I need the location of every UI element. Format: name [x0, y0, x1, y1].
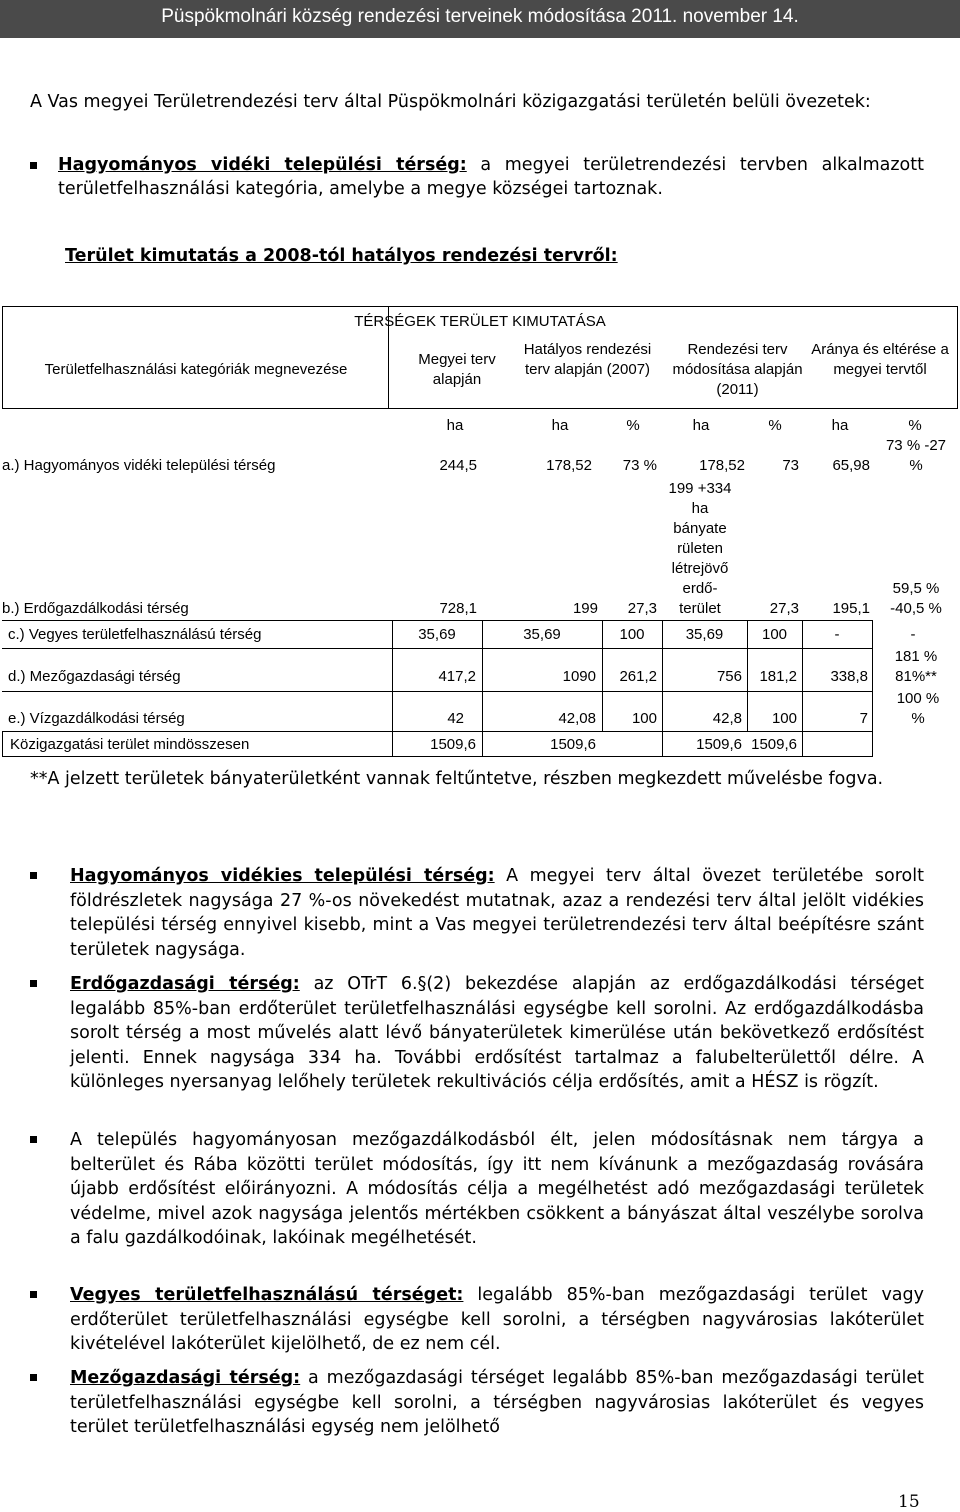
unit-cell: % — [768, 417, 782, 434]
paragraph — [70, 1128, 924, 1251]
col-category-header: Területfelhasználási kategóriák megnevezése — [44, 361, 348, 378]
row-ar-ha: 7 — [859, 710, 868, 727]
total-hat-ha: 1509,6 — [550, 736, 596, 753]
row-ar-pct: 100 % % — [896, 690, 940, 727]
paragraph-term: Erdőgazdasági térség: — [70, 974, 300, 994]
paragraph — [70, 1283, 924, 1357]
unit-cell: ha — [446, 417, 464, 434]
page-header — [0, 0, 960, 38]
row-hat-pct: 73 % — [622, 457, 657, 474]
unit-cell: % — [626, 417, 640, 434]
table-note: **A jelzett területek bányaterületként vannak feltűntetve, részben megkezdett művelésbe fogva. — [30, 769, 884, 789]
paragraph-text: az OTrT 6.§(2) bekezdése alapján az erdőgazdálkodási térséget legalább 85%-ban erdőterület területfelhasználási egységbe kell sorolni. Az erdőgazdálkodásba sorolt térség a most művelés alatt lévő bányaterületek kimerülése után bekövetkező erdősítést jelenti. Ennek nagysága 334 ha. További erdősítést tartalmaz a falubelterülettől délre. A különleges nyersanyag lelőhely területek rekultivációs célja erdősítés, amit a HÉSZ is rögzít. — [70, 974, 924, 1092]
row-hat-pct: 100 — [619, 626, 645, 643]
row-hat-ha: 178,52 — [546, 457, 592, 474]
row-hat-pct: 261,2 — [619, 668, 657, 685]
bullet-icon — [30, 162, 37, 169]
table-border-left — [2, 306, 3, 409]
row-line — [2, 756, 872, 757]
row-hat-ha: 1090 — [562, 668, 596, 685]
bullet-icon — [30, 872, 37, 879]
row-megyei: 417,2 — [438, 668, 476, 685]
total-mod-pct: 1509,6 — [751, 736, 797, 753]
paragraph-term: Mezőgazdasági térség: — [70, 1368, 301, 1388]
row-mod-pct: 100 — [771, 710, 797, 727]
row-line — [2, 648, 872, 649]
row-hat-ha: 199 — [572, 600, 598, 617]
header-title: Püspökmolnári község rendezési terveinek módosítása 2011. november 14. — [161, 6, 799, 27]
table-title: Terület kimutatás a 2008-tól hatályos rendezési tervről: — [65, 246, 618, 266]
row-mod-ha: 178,52 — [699, 457, 745, 474]
row-ar-ha: - — [834, 626, 840, 643]
paragraph-term: Vegyes területfelhasználású térséget: — [70, 1285, 464, 1305]
row-mod-ha: 42,8 — [712, 710, 742, 727]
bullet-icon — [30, 980, 37, 987]
col-aranya-header: Aránya és eltérése a megyei tervtől — [811, 341, 949, 378]
row-megyei: 35,69 — [418, 626, 456, 643]
paragraph — [70, 864, 924, 962]
intro-bullet — [58, 153, 924, 201]
group-header: TÉRSÉGEK TERÜLET KIMUTATÁSA — [354, 313, 606, 330]
row-mod-pct: 181,2 — [759, 668, 797, 685]
row-hat-pct: 27,3 — [627, 600, 657, 617]
paragraph — [70, 972, 924, 1095]
row-line — [2, 691, 872, 692]
table-border-top — [2, 306, 958, 307]
col-line — [872, 620, 873, 757]
row-ar-pct: 59,5 % -40,5 % — [890, 580, 942, 617]
row-mod-ha: 756 — [716, 668, 742, 685]
bullet-icon — [30, 1136, 37, 1143]
row-megyei: 244,5 — [439, 457, 477, 474]
total-megyei: 1509,6 — [430, 736, 476, 753]
total-name: Közigazgatási terület mindösszesen — [10, 736, 250, 753]
row-ar-ha: 65,98 — [832, 457, 870, 474]
row-name: c.) Vegyes területfelhasználású térség — [8, 626, 262, 643]
row-ar-pct: 181 % 81%** — [894, 648, 938, 685]
row-hat-pct: 100 — [631, 710, 657, 727]
row-megyei: 42 — [447, 710, 464, 727]
unit-cell: ha — [551, 417, 569, 434]
paragraph-text: a mezőgazdasági térséget legalább 85%-ban mezőgazdasági terület területfelhasználási egységbe kell sorolni, a térségben nagyvárosias lakóterület és vegyes terület területfelhasználási egység nem jelölhető — [70, 1368, 924, 1437]
paragraph-text: A település hagyományosan mezőgazdálkodásból élt, jelen módosításnak nem tárgya a belterület és Rába közötti terület módosítás, így itt nem kívánunk a mezőgazdaság rovására újabb erdősítést előirányozni. A módosítás célja a megélhetést adó mezőgazdasági területek védelme, mivel azok nagysága jelentős mértékben csökkent a bányászat által veszélybe sorolva a falu gazdálkodóinak, lakóinak megélhetését. — [70, 1130, 924, 1248]
row-mod-pct: 73 — [782, 457, 799, 474]
row-name: a.) Hagyományos vidéki települési térség — [2, 457, 276, 474]
intro-sentence: A Vas megyei Területrendezési terv által Püspökmolnári közigazgatási területén belüli övezetek: — [30, 92, 871, 112]
row-ar-ha: 195,1 — [832, 600, 870, 617]
row-mod-pct: 100 — [761, 626, 788, 643]
row-line — [2, 731, 872, 732]
col-megyei-header: Megyei terv alapján — [418, 351, 496, 388]
total-border — [2, 731, 3, 757]
row-name: b.) Erdőgazdálkodási térség — [2, 600, 189, 617]
paragraph — [70, 1366, 924, 1440]
row-mod-ha: 35,69 — [685, 626, 724, 643]
row-ar-ha: 338,8 — [830, 668, 868, 685]
table-header-bottom — [2, 408, 958, 409]
row-ar-pct: - — [910, 626, 916, 643]
paragraph-text: A megyei terv által övezet területébe sorolt földrészletek nagysága 27 %-os növekedést mutatnak, azaz a rendezési terv által jelölt vidékies települési térség ennyivel kisebb, mint a Vas megyei területrendezési terv által beépítésre szánt területek nagysága. — [70, 866, 924, 960]
row-name: d.) Mezőgazdasági térség — [8, 668, 181, 685]
bullet-icon — [30, 1291, 37, 1298]
intro-bullet-text: a megyei területrendezési tervben alkalmazott területfelhasználási kategória, amelybe a megye községei tartoznak. — [58, 155, 924, 199]
row-hat-ha: 35,69 — [523, 626, 561, 643]
row-line — [2, 620, 872, 621]
row-mod-ha: 199 +334 ha bányate rületen létrejövő erdő-terület — [668, 480, 732, 617]
row-hat-ha: 42,08 — [558, 710, 596, 727]
col-modositas-header: Rendezési terv módosítása alapján (2011) — [672, 341, 803, 398]
bullet-icon — [30, 1374, 37, 1381]
total-mod-ha: 1509,6 — [696, 736, 742, 753]
unit-cell: % — [908, 417, 922, 434]
row-name: e.) Vízgazdálkodási térség — [8, 710, 185, 727]
row-ar-pct: 73 % -27 % — [885, 437, 947, 474]
unit-cell: ha — [831, 417, 849, 434]
row-megyei: 728,1 — [439, 600, 477, 617]
paragraph-term: Hagyományos vidékies települési térség: — [70, 866, 495, 886]
unit-cell: ha — [692, 417, 710, 434]
page-number: 15 — [898, 1492, 920, 1512]
row-mod-pct: 27,3 — [769, 600, 799, 617]
intro-bullet-term: Hagyományos vidéki települési térség: — [58, 155, 467, 175]
area-table — [0, 306, 960, 766]
col-hatalyos-header: Hatályos rendezési terv alapján (2007) — [523, 341, 652, 378]
paragraph-text: legalább 85%-ban mezőgazdasági terület vagy erdőterület területfelhasználási egységbe kell sorolni, a térségben nagyvárosias lakóterület kivételével lakóterület kijelölhető, de ez nem cél. — [70, 1285, 924, 1354]
